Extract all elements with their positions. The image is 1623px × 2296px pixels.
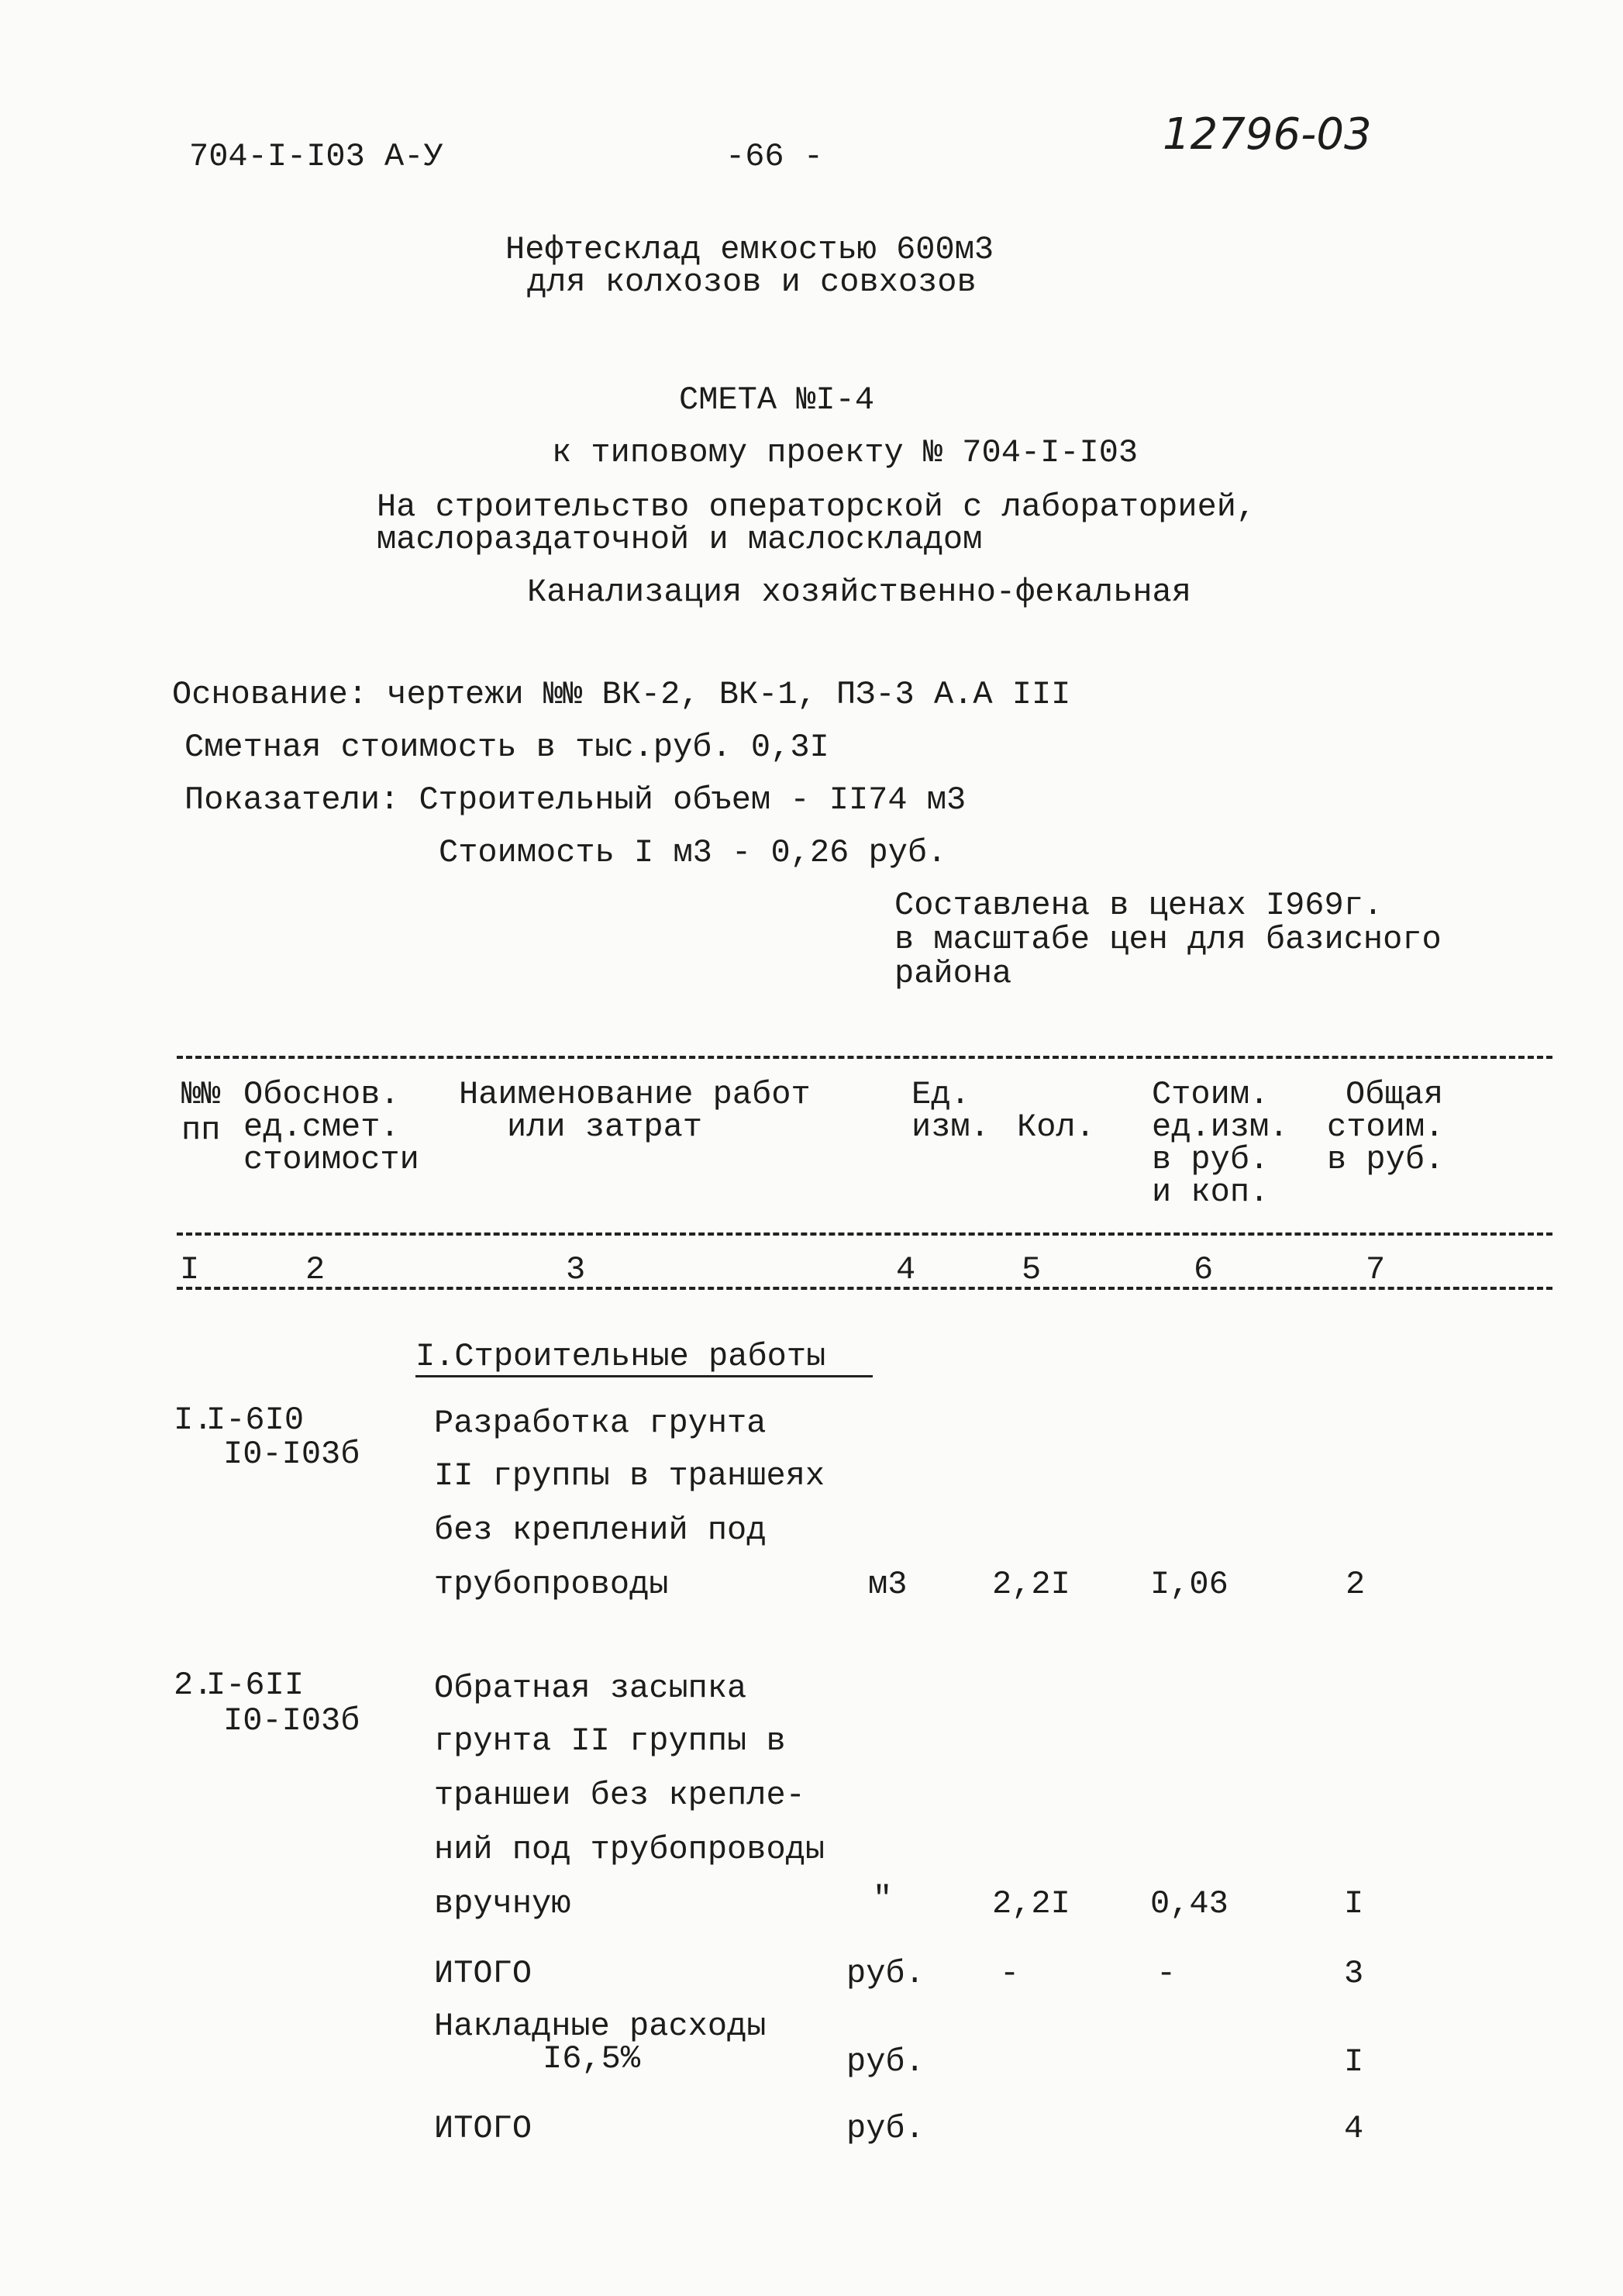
- inventory-number: 12796-03: [1163, 109, 1372, 160]
- col1-head-2: пп: [181, 1112, 221, 1149]
- col-number-1: I: [180, 1251, 200, 1288]
- table-header-rule: [177, 1232, 1552, 1236]
- col7-head-2: стоим.: [1327, 1108, 1445, 1146]
- smeta-number: СМЕТА №I-4: [679, 381, 875, 419]
- overhead-unit: руб.: [846, 2043, 925, 2081]
- col7-head-3: в руб.: [1327, 1141, 1445, 1178]
- item-name-1: Обратная засыпка: [434, 1670, 747, 1707]
- document-code: 704-I-I03 А-У: [189, 138, 443, 175]
- item-name-4: трубопроводы: [434, 1566, 669, 1603]
- item-name-1: Разработка грунта: [434, 1405, 767, 1442]
- subtotal-unit-price: -: [1156, 1955, 1177, 1992]
- col-number-6: 6: [1194, 1251, 1214, 1288]
- table-top-rule: [177, 1056, 1552, 1059]
- smeta-section: Канализация хозяйственно-фекальная: [527, 574, 1191, 611]
- item-number: I.: [174, 1401, 213, 1439]
- section-title: I.Строительные работы: [415, 1338, 826, 1375]
- item-quantity: 2,2I: [992, 1566, 1070, 1603]
- overhead-label: Накладные расходы: [434, 2008, 767, 2045]
- col6-head-4: и коп.: [1152, 1174, 1270, 1211]
- item-quantity: 2,2I: [992, 1885, 1070, 1922]
- prices-line-2: в масштабе цен для базисного: [894, 921, 1442, 958]
- title-line-2: для колхозов и совхозов: [527, 264, 977, 301]
- item-unit: м3: [868, 1566, 908, 1603]
- col2-head-1: Обоснов.: [243, 1076, 400, 1113]
- col-number-7: 7: [1366, 1251, 1386, 1288]
- col7-head-1: Общая: [1346, 1076, 1444, 1113]
- grand-total-total: 4: [1344, 2110, 1364, 2147]
- col6-head-2: ед.изм.: [1152, 1108, 1289, 1146]
- col2-head-2: ед.смет.: [243, 1108, 400, 1146]
- overhead-percent: I6,5%: [543, 2040, 641, 2077]
- item-basis-2: I0-I03б: [223, 1436, 360, 1473]
- col2-head-3: стоимости: [243, 1141, 419, 1178]
- unit-cost: Стоимость I м3 - 0,26 руб.: [439, 834, 947, 871]
- item-name-2: грунта II группы в: [434, 1722, 786, 1760]
- page-number: -66 -: [725, 138, 824, 175]
- grand-total-unit: руб.: [846, 2110, 925, 2147]
- section-title-underline: [415, 1375, 873, 1377]
- col-number-3: 3: [566, 1251, 586, 1288]
- col6-head-1: Стоим.: [1152, 1076, 1270, 1113]
- col3-head-2: или затрат: [507, 1108, 703, 1146]
- item-name-4: ний под трубопроводы: [434, 1831, 825, 1868]
- item-total: 2: [1346, 1566, 1366, 1603]
- column-numbers-rule: [177, 1287, 1552, 1290]
- smeta-purpose-1: На строительство операторской с лабораторией,: [377, 488, 1256, 526]
- grand-total-label: ИТОГО: [434, 2110, 532, 2147]
- subtotal-unit: руб.: [846, 1955, 925, 1992]
- smeta-purpose-2: маслораздаточной и маслоскладом: [377, 521, 983, 558]
- item-unit-price: 0,43: [1150, 1885, 1228, 1922]
- indicators: Показатели: Строительный объем - II74 м3: [184, 781, 967, 819]
- overhead-total: I: [1344, 2043, 1364, 2081]
- col1-head-1: №№: [181, 1076, 221, 1113]
- item-name-3: траншеи без крепле-: [434, 1777, 805, 1814]
- col5-head: Кол.: [1017, 1108, 1095, 1146]
- item-name-3: без креплений под: [434, 1512, 767, 1549]
- col3-head-1: Наименование работ: [459, 1076, 811, 1113]
- item-unit-price: I,06: [1150, 1566, 1228, 1603]
- col-number-2: 2: [305, 1251, 326, 1288]
- item-name-2: II группы в траншеях: [434, 1457, 825, 1494]
- title-line-1: Нефтесклад емкостью 600м3: [505, 231, 994, 268]
- col6-head-3: в руб.: [1152, 1141, 1270, 1178]
- col4-head-1: Ед.: [911, 1076, 970, 1113]
- item-basis-1: I-6I0: [206, 1401, 305, 1439]
- item-total: I: [1344, 1885, 1364, 1922]
- prices-line-3: района: [894, 955, 1012, 992]
- item-basis-1: I-6II: [206, 1667, 305, 1704]
- item-number: 2.: [174, 1667, 213, 1704]
- col-number-5: 5: [1022, 1251, 1042, 1288]
- basis-line: Основание: чертежи №№ ВК-2, ВК-1, ПЗ-3 А.А III: [172, 676, 1071, 713]
- estimated-cost: Сметная стоимость в тыс.руб. 0,3I: [184, 729, 829, 766]
- subtotal-quantity: -: [1000, 1955, 1020, 1992]
- item-unit: ": [873, 1881, 893, 1918]
- col-number-4: 4: [896, 1251, 916, 1288]
- smeta-project: к типовому проекту № 704-I-I03: [552, 434, 1139, 471]
- item-basis-2: I0-I03б: [223, 1702, 360, 1739]
- item-name-5: вручную: [434, 1885, 571, 1922]
- col4-head-2: изм.: [911, 1108, 990, 1146]
- subtotal-total: 3: [1344, 1955, 1364, 1992]
- prices-line-1: Составлена в ценах I969г.: [894, 887, 1384, 924]
- subtotal-label: ИТОГО: [434, 1955, 532, 1992]
